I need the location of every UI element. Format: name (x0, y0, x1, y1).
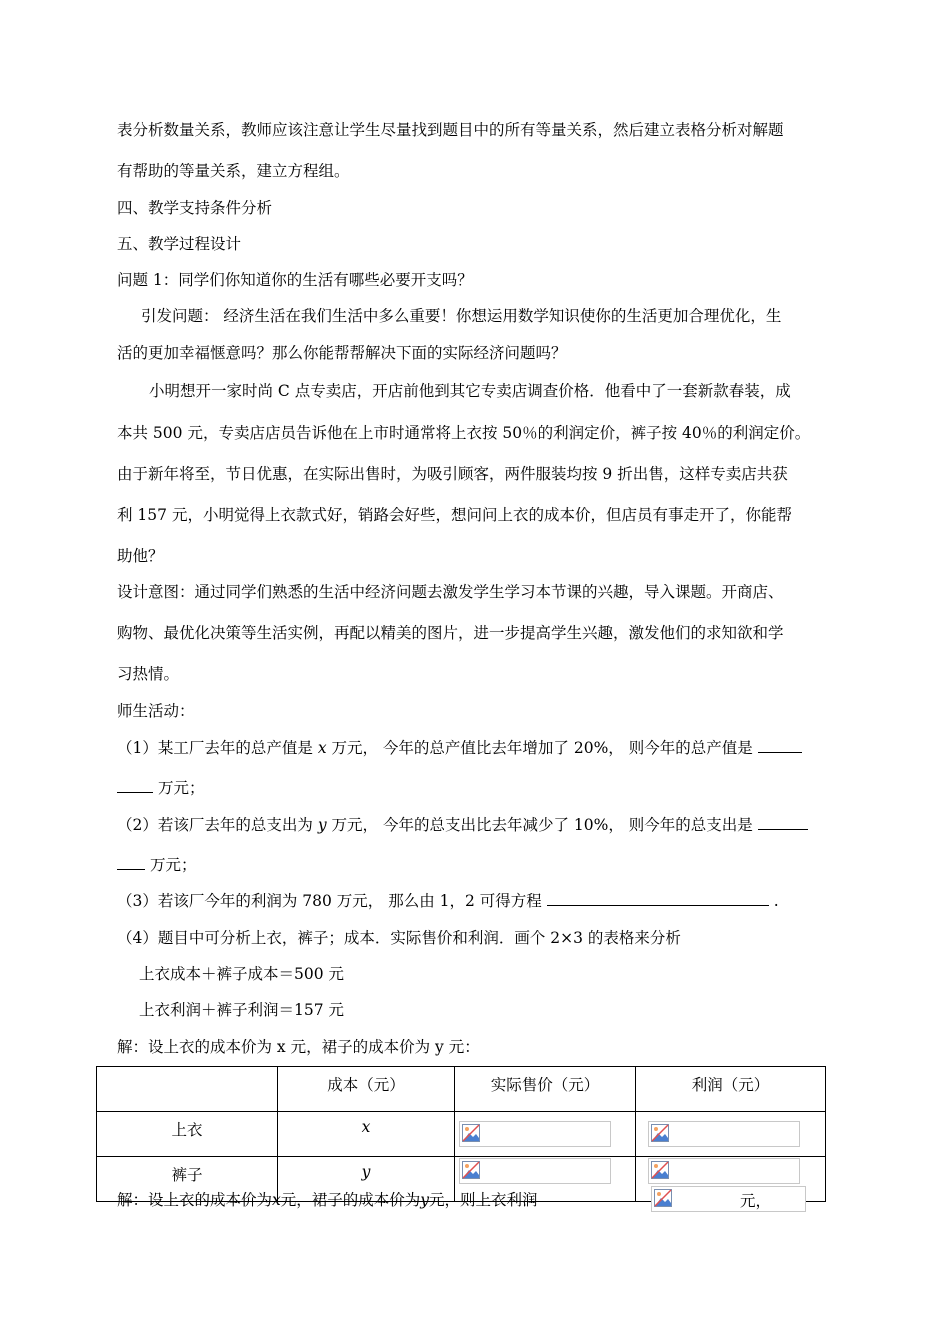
row-label: 上衣 (97, 1112, 278, 1157)
exercise-1 (117, 738, 802, 758)
exercise-3 (117, 891, 779, 911)
paragraph-line: 利 157 元，小明觉得上衣款式好，销路会好些，想问问上衣的成本价，但店员有事走开了，你能帮 (117, 506, 792, 524)
embedded-image (651, 1186, 806, 1212)
broken-image-icon (462, 1124, 480, 1142)
paragraph-line: 购物、最优化决策等生活实例，再配以精美的图片，进一步提高学生兴趣，激发他们的求知欲和学 (117, 624, 784, 642)
variable-x: x (317, 739, 327, 757)
paragraph-line: 有帮助的等量关系，建立方程组。 (117, 162, 350, 180)
paragraph-line: 习热情。 (117, 665, 180, 683)
period: . (773, 892, 779, 910)
exercise-4: （4）题目中可分析上衣，裤子；成本．实际售价和利润．画个 2×3 的表格来分析 (117, 929, 681, 947)
paragraph-line: 引发问题： 经济生活在我们生活中多么重要！你想运用数学知识使你的生活更加合理优化，生 (141, 307, 782, 325)
broken-image-icon (654, 1189, 672, 1207)
paragraph-line: 助他？ (117, 547, 164, 565)
table-header (97, 1067, 278, 1112)
solution-text: 元，则上衣利润 (429, 1191, 538, 1209)
price-cell (455, 1112, 636, 1157)
table-header-row (97, 1067, 826, 1112)
answer-blank (758, 738, 802, 753)
exercise-text: （1）某工厂去年的总产值是 (117, 739, 313, 757)
embedded-image (459, 1121, 611, 1147)
exercise-text: 万元， 今年的总支出比去年减少了 10%， 则今年的总支出是 (331, 816, 753, 834)
solution-text: 解：设上衣的成本价为 (117, 1191, 273, 1209)
exercise-text: 万元， 今年的总产值比去年增加了 20%， 则今年的总产值是 (331, 739, 753, 757)
equation-2: 上衣利润＋裤子利润＝157 元 (139, 1001, 345, 1019)
paragraph-line: 小明想开一家时尚 C 点专卖店，开店前他到其它专卖店调查价格．他看中了一套新款春装，成 (149, 382, 791, 400)
broken-image-icon (462, 1161, 480, 1179)
section-heading: 五、教学过程设计 (117, 235, 242, 253)
variable-y: y (317, 816, 327, 834)
cost-cell: x (278, 1112, 455, 1157)
exercise-text: 万元； (149, 856, 197, 874)
paragraph-line: 表分析数量关系，教师应该注意让学生尽量找到题目中的所有等量关系，然后建立表格分析对解题 (117, 121, 784, 139)
broken-image-icon (651, 1161, 669, 1179)
answer-blank (117, 778, 153, 793)
answer-blank (547, 891, 769, 906)
row-label: 裤子 (97, 1157, 278, 1202)
table-header: 实际售价（元） (455, 1067, 636, 1112)
embedded-image (648, 1121, 800, 1147)
variable-y: y (420, 1191, 430, 1209)
paragraph-line: 设计意图：通过同学们熟悉的生活中经济问题去激发学生学习本节课的兴趣，导入课题。开商店、 (117, 583, 784, 601)
exercise-text: （3）若该厂今年的利润为 780 万元， 那么由 1，2 可得方程 (117, 892, 542, 910)
unit-label: 元， (740, 1192, 772, 1210)
equation-1: 上衣成本＋裤子成本＝500 元 (139, 965, 345, 983)
table-row (97, 1112, 826, 1157)
paragraph-line: 本共 500 元，专卖店店员告诉他在上市时通常将上衣按 50％的利润定价，裤子按 40％的利润定价。 (117, 424, 811, 442)
exercise-text: （2）若该厂去年的总支出为 (117, 816, 313, 834)
exercise-2-cont (117, 855, 196, 875)
embedded-image (648, 1158, 800, 1184)
exercise-1-cont (117, 778, 204, 798)
section-heading: 四、教学支持条件分析 (117, 199, 273, 217)
table-header: 成本（元） (278, 1067, 455, 1112)
answer-blank (117, 855, 145, 870)
cost-cell: y (278, 1157, 455, 1202)
paragraph-line: 由于新年将至，节日优惠，在实际出售时，为吸引顾客，两件服装均按 9 折出售，这样专卖店共获 (117, 465, 788, 483)
exercise-2 (117, 815, 808, 835)
embedded-image (459, 1158, 611, 1184)
paragraph-line: 活的更加幸福惬意吗？那么你能帮帮解决下面的实际经济问题吗？ (117, 344, 567, 362)
solution-line-2 (117, 1190, 538, 1210)
answer-blank (758, 815, 808, 830)
variable-x: x (272, 1191, 281, 1209)
analysis-table (96, 1066, 826, 1202)
paragraph-line: 师生活动： (117, 702, 195, 720)
solution-line: 解：设上衣的成本价为 x 元，裙子的成本价为 y 元： (117, 1038, 480, 1056)
table-header: 利润（元） (636, 1067, 826, 1112)
exercise-text: 万元； (157, 779, 205, 797)
solution-text: 元，裙子的成本价为 (280, 1191, 421, 1209)
profit-cell (636, 1112, 826, 1157)
broken-image-icon (651, 1124, 669, 1142)
question-title: 问题 1：同学们你知道你的生活有哪些必要开支吗？ (117, 271, 473, 289)
